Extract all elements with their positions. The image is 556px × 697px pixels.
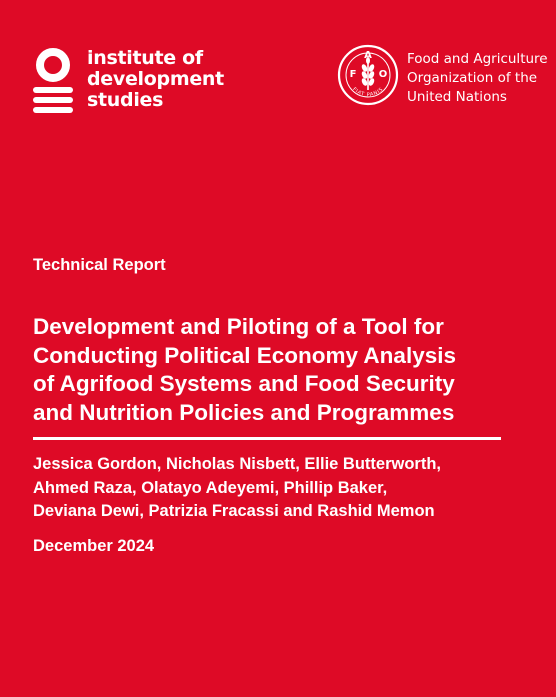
report-title-line: and Nutrition Policies and Programmes <box>33 399 455 425</box>
report-title-line: Conducting Political Economy Analysis <box>33 342 456 368</box>
fao-emblem-letter-a: A <box>364 50 372 61</box>
author-line: Ahmed Raza, Olatayo Adeyemi, Phillip Baker, <box>33 478 388 497</box>
fao-wordmark-line: United Nations <box>407 89 507 105</box>
author-line: Deviana Dewi, Patrizia Fracassi and Rashid Memon <box>33 502 435 520</box>
title-divider <box>33 437 501 440</box>
fao-wordmark-line: Food and Agriculture <box>407 51 548 67</box>
author-list <box>33 453 441 524</box>
fao-emblem-icon <box>337 44 399 106</box>
report-title <box>33 313 513 427</box>
publication-date: December 2024 <box>33 537 155 555</box>
ids-wordmark <box>87 48 224 111</box>
fao-emblem-letter-o: O <box>378 69 388 80</box>
author-line: Jessica Gordon, Nicholas Nisbett, Ellie Butterworth, <box>33 455 442 473</box>
fao-motto: FIAT PANIS <box>351 86 385 99</box>
ids-wordmark-line: studies <box>87 89 164 111</box>
fao-emblem-letter-f: F <box>349 69 357 80</box>
ids-logo <box>32 44 232 116</box>
ids-mark-icon <box>32 48 74 114</box>
report-title-line: of Agrifood Systems and Food Security <box>33 371 455 396</box>
fao-logo <box>337 44 552 106</box>
ids-wordmark-line: institute of <box>87 47 203 69</box>
fao-wordmark-line: Organization of the <box>407 70 538 86</box>
fao-wordmark <box>407 50 548 107</box>
report-type: Technical Report <box>33 256 166 274</box>
report-title-line: Development and Piloting of a Tool for <box>33 314 444 339</box>
ids-wordmark-line: development <box>87 68 224 90</box>
